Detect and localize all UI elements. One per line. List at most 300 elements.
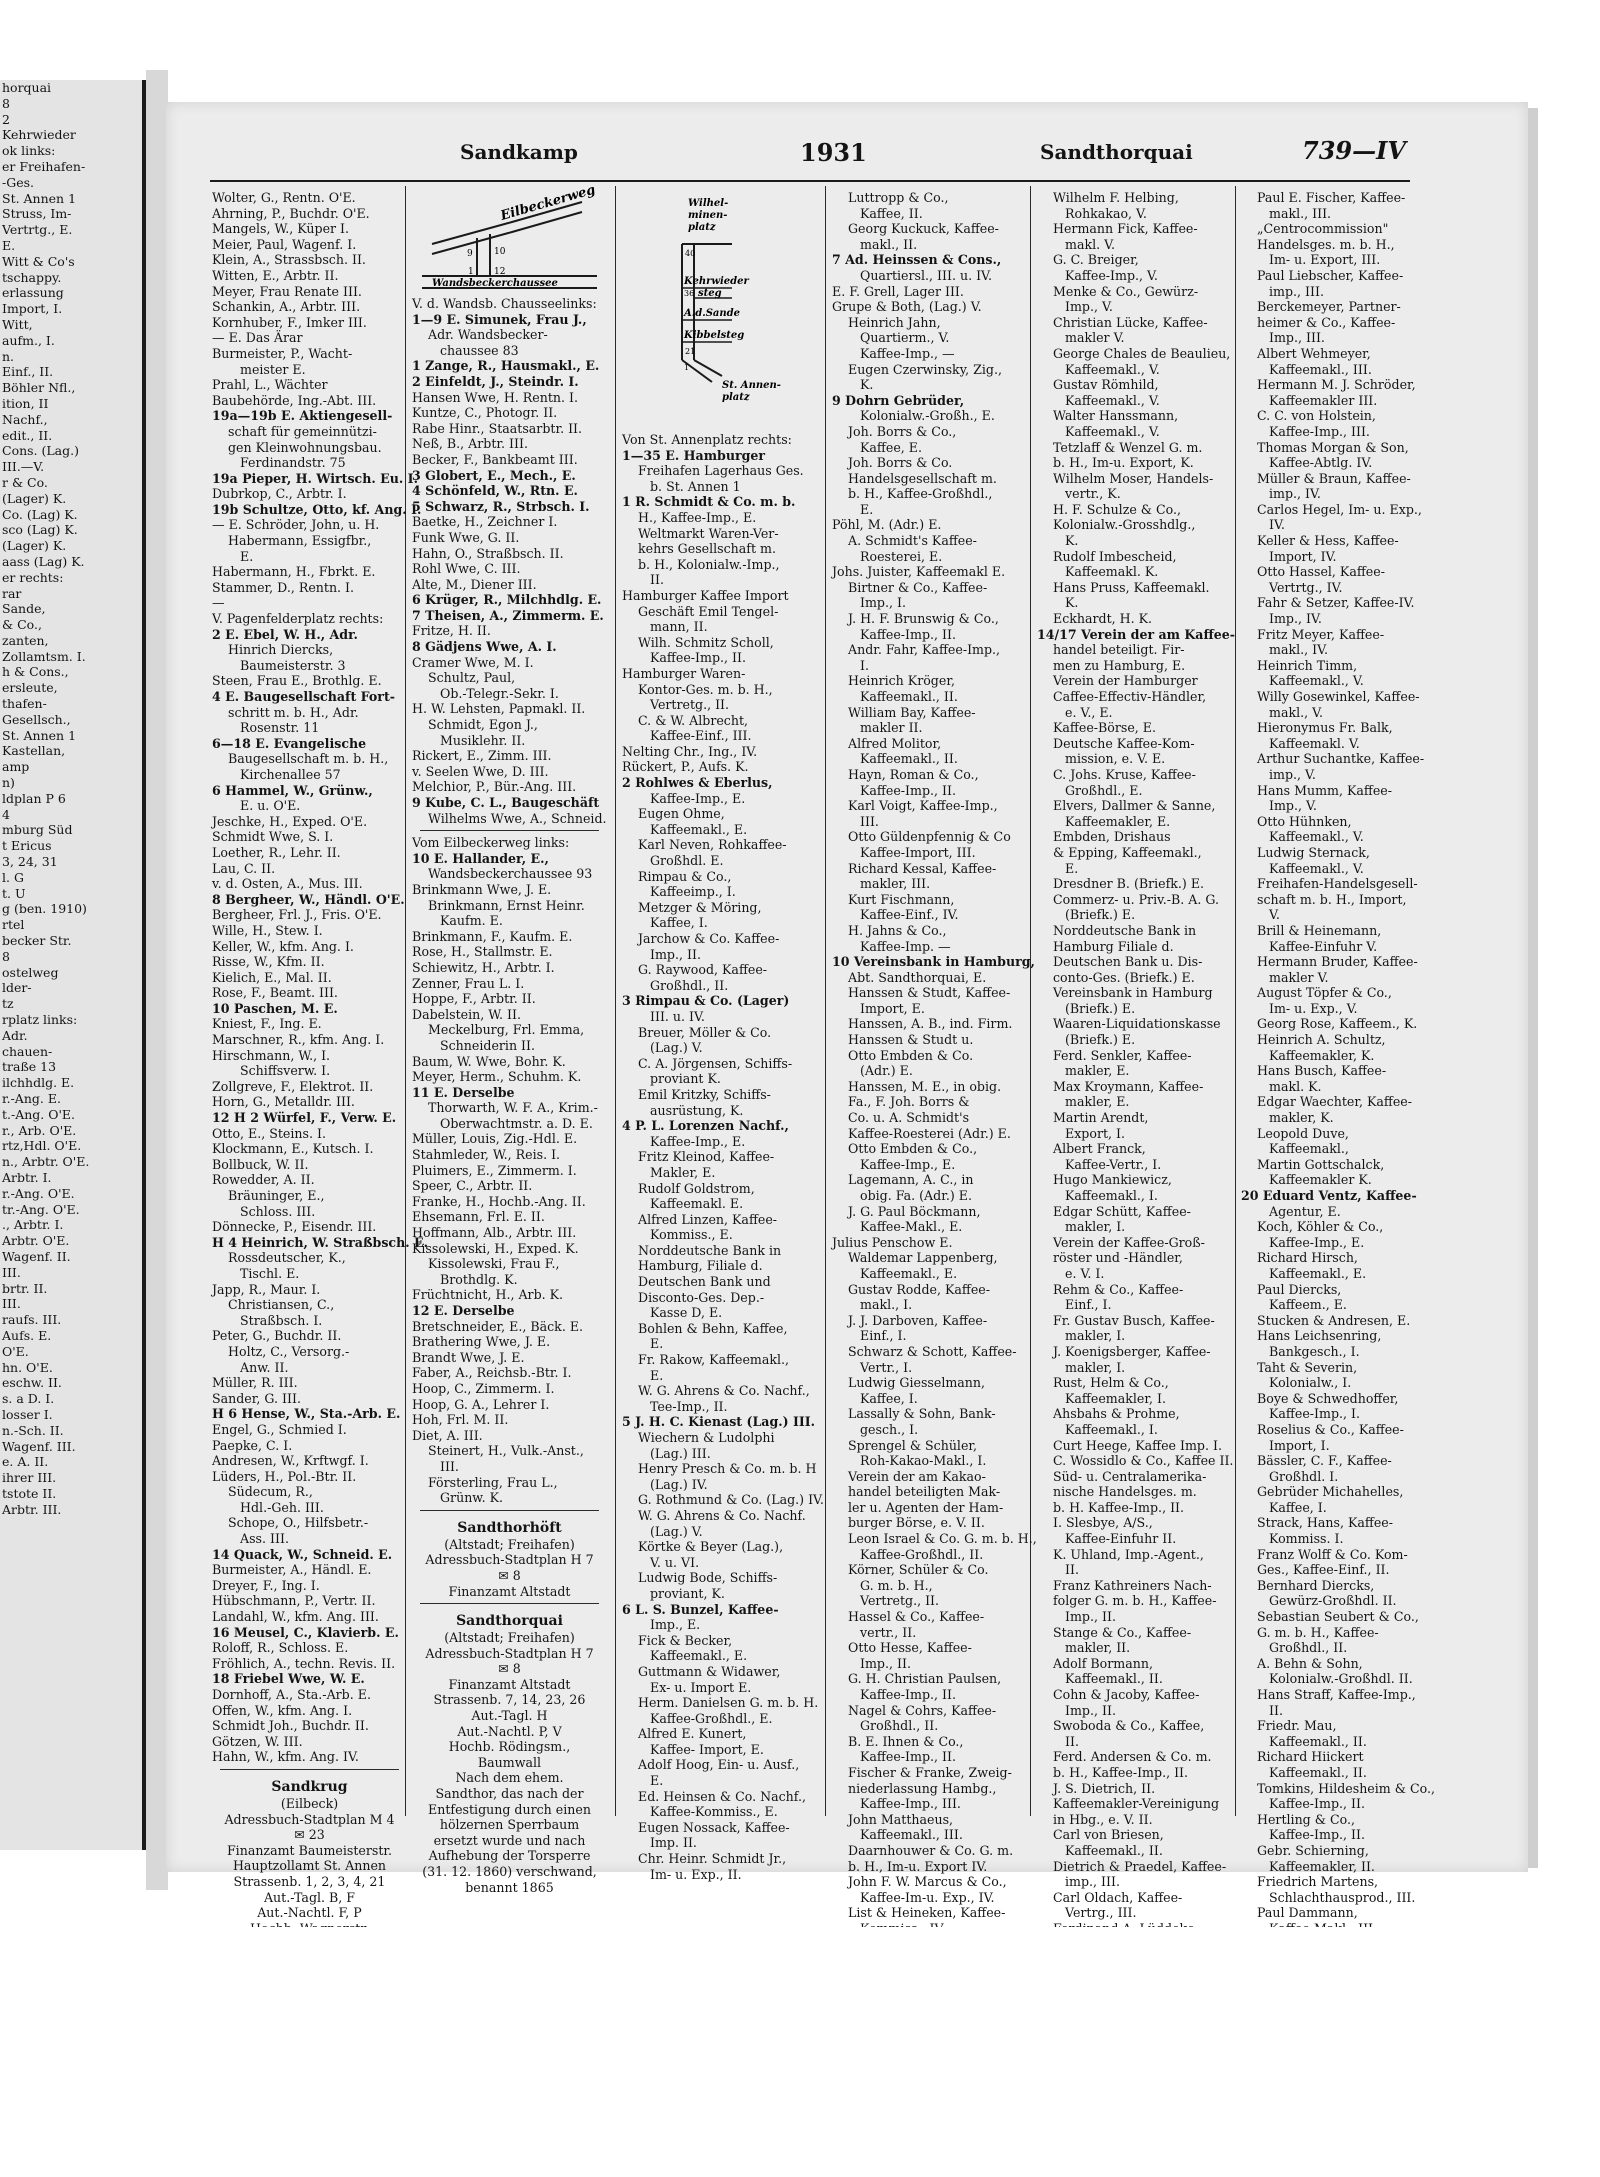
directory-entry: Schiffsverw. I. xyxy=(240,1063,331,1079)
directory-entry: meister E. xyxy=(240,361,306,377)
fragment-line: s. a D. I. xyxy=(2,1391,55,1407)
page-number: 739—IV xyxy=(1302,136,1406,165)
directory-entry: Vom Eilbeckerweg links: xyxy=(412,835,570,851)
directory-entry: Bollbuck, W. II. xyxy=(212,1156,309,1172)
directory-entry: „Centrocommission" xyxy=(1257,221,1389,237)
house-number-entry: 7 Ad. Heinssen & Cons., xyxy=(832,252,1002,268)
directory-entry: Rust, Helm & Co., xyxy=(1053,1375,1169,1391)
directory-entry: Kasse D, E. xyxy=(650,1305,723,1321)
directory-entry: Kaffee-Import, III. xyxy=(860,844,976,860)
directory-entry: Bohlen & Behn, Kaffee, xyxy=(638,1320,788,1336)
directory-entry: Einf., I. xyxy=(1065,1297,1112,1313)
fragment-line: rar xyxy=(2,585,22,601)
directory-entry: Franz Kathreiners Nach- xyxy=(1053,1577,1212,1593)
directory-entry: Südecum, R., xyxy=(228,1484,313,1500)
directory-entry: C. & W. Albrecht, xyxy=(638,712,749,728)
fragment-line: t Ericus xyxy=(2,838,52,854)
running-head-year: 1931 xyxy=(800,138,867,167)
directory-entry: Hanssen, M. E., in obig. xyxy=(848,1078,1002,1094)
fragment-line: chauen- xyxy=(2,1043,53,1059)
fragment-line: Wagenf. III. xyxy=(2,1438,76,1454)
map-diagram xyxy=(622,192,812,422)
directory-entry: Kaffee-Großhdl., E. xyxy=(650,1710,773,1726)
directory-entry: J. J. Darboven, Kaffee- xyxy=(848,1312,988,1328)
directory-entry: III. xyxy=(860,813,879,829)
directory-entry: Rabe Hinr., Staatsarbtr. II. xyxy=(412,420,583,436)
directory-entry: A. Behn & Sohn, xyxy=(1257,1655,1363,1671)
directory-entry: Habermann, Essigfbr., xyxy=(228,533,372,549)
directory-entry: Kaffeemakler-Vereinigung xyxy=(1053,1796,1220,1812)
directory-entry: Hans Mumm, Kaffee- xyxy=(1257,782,1392,798)
directory-entry: Hayn, Roman & Co., xyxy=(848,766,979,782)
house-number-entry: 11 E. Derselbe xyxy=(412,1084,515,1100)
directory-entry: Hans Busch, Kaffee- xyxy=(1257,1063,1387,1079)
directory-entry: Verein der am Kakao- xyxy=(848,1468,986,1484)
directory-entry: III. xyxy=(440,1458,459,1474)
directory-entry: burger Börse, e. V. II. xyxy=(848,1515,985,1531)
directory-entry: Hertling & Co., xyxy=(1257,1811,1355,1827)
map-label: steg xyxy=(698,288,722,299)
directory-entry: Baugesellschaft m. b. H., xyxy=(228,751,389,767)
directory-entry: Schwarz & Schott, Kaffee- xyxy=(848,1343,1017,1359)
directory-entry: Ob.-Telegr.-Sekr. I. xyxy=(440,685,559,701)
fragment-line: Sande, xyxy=(2,601,46,617)
directory-entry: Kaffeemakl., III. xyxy=(1269,361,1372,377)
directory-entry: röster und -Händler, xyxy=(1053,1250,1183,1266)
directory-entry: handel beteiligten Mak- xyxy=(848,1484,1001,1500)
page-edge xyxy=(1528,108,1538,1868)
directory-entry: Heinrich Kröger, xyxy=(848,673,955,689)
directory-entry: Export, I. xyxy=(1065,1125,1126,1141)
fragment-line: becker Str. xyxy=(2,933,72,949)
directory-entry: Disconto-Ges. Dep.- xyxy=(638,1289,765,1305)
directory-entry: Caffee-Effectiv-Händler, xyxy=(1053,689,1207,704)
directory-entry: V. xyxy=(1269,907,1280,923)
directory-entry: Vertrg., III. xyxy=(1065,1905,1137,1921)
directory-entry: E. u. O'E. xyxy=(240,798,301,814)
directory-entry: Kaffeeimp., I. xyxy=(650,884,736,900)
directory-entry: Hieronymus Fr. Balk, xyxy=(1257,720,1393,736)
fragment-line: Nachf., xyxy=(2,411,48,427)
directory-entry: V. u. VI. xyxy=(650,1554,700,1570)
directory-entry: Brathering Wwe, J. E. xyxy=(412,1334,551,1350)
directory-entry: Paul E. Fischer, Kaffee- xyxy=(1257,190,1406,205)
fragment-line: ., Arbtr. I. xyxy=(2,1217,64,1233)
directory-entry: Zollgreve, F., Elektrot. II. xyxy=(212,1078,374,1094)
directory-entry: Aut.-Nachtl. P, V xyxy=(457,1723,562,1739)
directory-entry: Otto Embden & Co. xyxy=(848,1047,974,1063)
directory-entry: II. xyxy=(650,572,664,588)
directory-entry: Kaffeemakl., V. xyxy=(1065,392,1160,408)
directory-entry: Wilhelms Wwe, A., Schneid. xyxy=(428,810,607,826)
fragment-line: 4 xyxy=(2,806,10,822)
directory-entry: Prahl, L., Wächter xyxy=(212,377,328,393)
directory-entry: ersetzt wurde und nach xyxy=(433,1832,586,1848)
directory-entry: Rowedder, A. II. xyxy=(212,1172,315,1188)
directory-entry: Pluimers, E., Zimmerm. I. xyxy=(412,1162,577,1178)
directory-entry: Kaffeemakl., V. xyxy=(1269,860,1364,876)
directory-entry: Gustav Römhild, xyxy=(1053,377,1159,393)
directory-entry: (Lag.) III. xyxy=(650,1445,711,1461)
directory-entry: makler, III. xyxy=(860,876,931,892)
directory-entry: Tetzlaff & Wenzel G. m. xyxy=(1053,439,1203,455)
directory-entry: Imp. II. xyxy=(650,1835,697,1851)
directory-entry: makl., IV. xyxy=(1269,642,1328,658)
fragment-line: n., Arbtr. O'E. xyxy=(2,1154,90,1170)
fragment-line: n) xyxy=(2,775,15,791)
directory-entry: ✉ 8 xyxy=(498,1661,521,1677)
directory-entry: Großhdl. E. xyxy=(650,853,724,869)
directory-entry: Burmeister, A., Händl. E. xyxy=(212,1562,372,1578)
column-1 xyxy=(212,190,428,1921)
directory-entry: Imp., E. xyxy=(650,1617,701,1633)
fragment-line: zanten, xyxy=(2,632,49,648)
directory-entry: Schultz, Paul, xyxy=(428,670,516,686)
directory-entry: Hugo Mankiewicz, xyxy=(1053,1172,1172,1188)
directory-entry: Kaffeemakl., E. xyxy=(860,1265,958,1281)
street-map-sandthorquai xyxy=(622,192,812,422)
directory-entry: Geschäft Emil Tengel- xyxy=(638,603,779,619)
directory-entry: Imp., II. xyxy=(860,1655,911,1671)
directory-entry: Leopold Duve, xyxy=(1257,1125,1349,1141)
directory-entry: Georg Kuckuck, Kaffee- xyxy=(848,221,999,237)
directory-entry: vertr., II. xyxy=(860,1624,917,1640)
directory-entry: Ludwig Giesselmann, xyxy=(848,1375,986,1391)
directory-entry: Kolonialw.-Großhdl. II. xyxy=(1269,1671,1413,1687)
directory-entry: Bankgesch., I. xyxy=(1269,1343,1360,1359)
directory-entry: Rudolf Imbescheid, xyxy=(1053,548,1177,564)
directory-entry: Strack, Hans, Kaffee- xyxy=(1257,1515,1394,1531)
directory-entry: Verein der Hamburger xyxy=(1053,673,1198,689)
directory-entry: Dornhoff, A., Sta.-Arb. E. xyxy=(212,1687,371,1702)
fragment-line: l. G xyxy=(2,869,24,885)
directory-entry: Hermann M. J. Schröder, xyxy=(1257,377,1416,393)
directory-entry: Großhdl. I. xyxy=(1269,1468,1339,1484)
fragment-line: n.-Sch. II. xyxy=(2,1422,64,1438)
directory-entry: Abt. Sandthorquai, E. xyxy=(848,969,987,985)
street-heading: Sandthorhöft xyxy=(457,1519,562,1536)
directory-entry: Heinrich Jahn, xyxy=(848,314,941,330)
directory-entry: Kaffee-Vertr., I. xyxy=(1065,1156,1162,1172)
map-label: Kehrwieder xyxy=(684,276,749,287)
directory-entry: Schope, O., Hilfsbetr.- xyxy=(228,1515,369,1531)
house-number-entry: 20 Eduard Ventz, Kaffee- xyxy=(1241,1188,1417,1203)
fragment-line: Zollamtsm. I. xyxy=(2,648,86,664)
fragment-line: ilchhdlg. E. xyxy=(2,1075,75,1091)
directory-entry: Meyer, Herm., Schuhm. K. xyxy=(412,1069,582,1085)
directory-entry: Stucken & Andresen, E. xyxy=(1257,1312,1411,1328)
directory-entry: Finanzamt Altstadt xyxy=(448,1583,571,1599)
section-separator xyxy=(420,1510,599,1511)
directory-entry: Menke & Co., Gewürz- xyxy=(1053,283,1199,299)
directory-entry: Kaffee-Imp., II. xyxy=(860,626,956,642)
directory-entry: Ahsbahs & Prohme, xyxy=(1053,1406,1180,1422)
fragment-line: Einf., II. xyxy=(2,364,54,380)
fragment-line: mburg Süd xyxy=(2,822,73,838)
map-label: A.d.Sande xyxy=(684,308,741,319)
column-6 xyxy=(1241,190,1436,1921)
house-number-entry: 19a Pieper, H. Wirtsch. Eu. I. xyxy=(212,470,418,486)
directory-entry: — xyxy=(212,595,225,611)
directory-entry: (Briefk.) E. xyxy=(1065,1000,1136,1016)
directory-entry: Deutschen Bank und xyxy=(638,1274,771,1290)
directory-entry: C. Johs. Kruse, Kaffee- xyxy=(1053,766,1196,782)
directory-entry: Eugen Czerwinsky, Zig., xyxy=(848,361,1002,377)
directory-entry: Rimpau & Co., xyxy=(638,868,732,884)
fragment-line: erlassung xyxy=(2,285,64,301)
fragment-line: n. xyxy=(2,348,15,364)
directory-entry: Schneiderin II. xyxy=(440,1037,536,1053)
directory-entry: Kaffeemakl. E. xyxy=(650,1196,744,1212)
directory-entry: makler, I. xyxy=(1065,1219,1126,1235)
directory-entry: makl. K. xyxy=(1269,1078,1322,1094)
house-number-entry: 14 Quack, W., Schneid. E. xyxy=(212,1546,393,1562)
directory-entry: II. xyxy=(1269,1702,1283,1718)
directory-entry: Henry Presch & Co. m. b. H xyxy=(638,1461,817,1477)
directory-entry: Hanssen, A. B., ind. Firm. xyxy=(848,1016,1013,1032)
directory-entry: Imp., V. xyxy=(1269,798,1317,814)
directory-entry: Hermann Fick, Kaffee- xyxy=(1053,221,1198,237)
directory-entry: J. S. Dietrich, II. xyxy=(1053,1780,1156,1796)
directory-entry: Otto, E., Steins. I. xyxy=(212,1125,326,1141)
house-number-entry: 12 H 2 Würfel, F., Verw. E. xyxy=(212,1110,397,1126)
directory-entry: Adolf Bormann, xyxy=(1053,1655,1153,1671)
directory-entry: Waldemar Lappenberg, xyxy=(848,1250,998,1266)
directory-entry: Max Kroymann, Kaffee- xyxy=(1053,1078,1204,1094)
directory-entry: Kaffee-Kommiss., E. xyxy=(650,1804,778,1820)
fragment-line: ihrer III. xyxy=(2,1470,57,1486)
directory-entry: (Lag.) V. xyxy=(650,1040,703,1056)
directory-entry: mann, II. xyxy=(650,619,708,635)
fragment-line: Kastellan, xyxy=(2,743,66,759)
house-number-entry: 5 J. H. C. Kienast (Lag.) III. xyxy=(622,1414,816,1430)
directory-entry: men zu Hamburg, E. xyxy=(1053,657,1186,673)
directory-entry: Großhdl., E. xyxy=(1065,782,1143,798)
directory-entry: Kaffee-Imp., E. xyxy=(860,1156,956,1172)
directory-entry: Thomas Morgan & Son, xyxy=(1257,439,1409,455)
directory-entry: Marschner, R., kfm. Ang. I. xyxy=(212,1032,385,1048)
house-number-entry: 1 R. Schmidt & Co. m. b. xyxy=(622,494,796,510)
directory-entry: Kaffee-Großhdl., II. xyxy=(860,1546,984,1562)
directory-entry: Gebrüder Michahelles, xyxy=(1257,1484,1404,1500)
house-number-entry: 12 E. Derselbe xyxy=(412,1303,515,1318)
directory-entry: Norddeutsche Bank in xyxy=(638,1242,782,1258)
directory-entry: Klein, A., Strassbsch. II. xyxy=(212,252,366,268)
directory-entry: Kaffee-Imp., II. xyxy=(860,1687,956,1702)
directory-entry: Hoffmann, Alb., Arbtr. III. xyxy=(412,1225,577,1241)
directory-entry: makler V. xyxy=(1269,969,1329,985)
directory-entry: — E. Das Ärar xyxy=(212,330,303,346)
directory-entry: John F. W. Marcus & Co., xyxy=(848,1874,1007,1890)
directory-entry: Försterling, Frau L., xyxy=(428,1474,558,1490)
fragment-line: brtr. II. xyxy=(2,1280,48,1296)
directory-entry: Adressbuch-Stadtplan H 7 xyxy=(425,1552,594,1568)
directory-entry: Risse, W., Kfm. II. xyxy=(212,954,325,970)
directory-entry: Ex- u. Import E. xyxy=(650,1679,752,1695)
directory-entry: Quartiersl., III. u. IV. xyxy=(860,267,992,283)
directory-entry: Hirschmann, W., I. xyxy=(212,1047,331,1063)
directory-entry: Hanssen & Studt, Kaffee- xyxy=(848,985,1011,1001)
fragment-line: er rechts: xyxy=(2,569,64,585)
directory-entry: Guttmann & Widawer, xyxy=(638,1663,781,1679)
directory-entry: Kaffee-Imp., E. xyxy=(650,1133,746,1149)
directory-entry: Kaffee-Imp., III. xyxy=(1269,423,1370,439)
book-gutter xyxy=(146,70,168,1890)
fragment-line: ition, II xyxy=(2,395,49,411)
house-number-entry: 6 L. S. Bunzel, Kaffee- xyxy=(622,1601,779,1617)
directory-entry: H., Kaffee-Imp., E. xyxy=(638,509,757,525)
directory-entry: Kontor-Ges. m. b. H., xyxy=(638,681,773,697)
directory-entry: Kaffee, I. xyxy=(860,1390,918,1406)
directory-entry: Bernhard Diercks, xyxy=(1257,1577,1375,1593)
directory-entry: conto-Ges. (Briefk.) E. xyxy=(1053,969,1195,985)
directory-entry: Burmeister, P., Wacht- xyxy=(212,345,353,361)
fragment-line: 2 xyxy=(2,111,10,127)
directory-entry: Hans Straff, Kaffee-Imp., xyxy=(1257,1687,1416,1702)
house-number-entry: 16 Meusel, C., Klavierb. E. xyxy=(212,1624,399,1640)
directory-entry: List & Heineken, Kaffee- xyxy=(848,1905,1006,1921)
directory-entry: K. xyxy=(1065,533,1079,549)
directory-entry: Franz Wolff & Co. Kom- xyxy=(1257,1546,1408,1562)
directory-entry: Kaffee, I. xyxy=(1269,1499,1327,1515)
directory-entry: (Lag.) V. xyxy=(650,1523,703,1539)
directory-entry: Edgar Schütt, Kaffee- xyxy=(1053,1203,1191,1219)
fragment-line: Aufs. E. xyxy=(2,1327,52,1343)
directory-entry: Tischl. E. xyxy=(240,1265,300,1281)
directory-entry: Georg Rose, Kaffeem., K. xyxy=(1257,1016,1418,1032)
directory-entry: Hamburg, Filiale d. xyxy=(638,1258,763,1274)
directory-entry: Wiechern & Ludolphi xyxy=(638,1430,775,1445)
directory-entry: Wolter, G., Rentn. O'E. xyxy=(212,190,356,205)
house-number-entry: 19b Schultze, Otto, kf. Ang. I. xyxy=(212,501,422,517)
fragment-line: thafen- xyxy=(2,696,47,712)
directory-entry: Kornhuber, F., Imker III. xyxy=(212,314,367,330)
column-5 xyxy=(1037,190,1236,1921)
directory-entry: imp., V. xyxy=(1269,766,1316,782)
house-number-entry: 7 Theisen, A., Zimmerm. E. xyxy=(412,607,604,623)
directory-entry: Kaffeemakl. K. xyxy=(1065,564,1159,580)
map-number: 12 xyxy=(494,267,506,277)
fragment-line: h & Cons., xyxy=(2,664,69,680)
directory-entry: Müller, Louis, Zig.-Hdl. E. xyxy=(412,1131,578,1147)
house-number-entry: H 6 Hense, W., Sta.-Arb. E. xyxy=(212,1406,401,1422)
directory-entry: Keller & Hess, Kaffee- xyxy=(1257,533,1399,549)
directory-entry: Nelting Chr., Ing., IV. xyxy=(622,743,758,759)
directory-entry: Verein der Kaffee-Groß- xyxy=(1053,1234,1205,1250)
fragment-line: hn. O'E. xyxy=(2,1359,53,1375)
directory-entry: Ludwig Sternack, xyxy=(1257,844,1370,860)
directory-entry: Horn, G., Metalldr. III. xyxy=(212,1094,355,1110)
fragment-line: 8 xyxy=(2,948,10,964)
directory-entry: Hermann Bruder, Kaffee- xyxy=(1257,954,1418,970)
directory-entry: Carl Oldach, Kaffee- xyxy=(1053,1889,1183,1905)
fragment-line: r.-Ang. O'E. xyxy=(2,1185,75,1201)
directory-entry: Kaffeemakl., V. xyxy=(1065,361,1160,377)
running-head-right: Sandthorquai xyxy=(1040,140,1193,164)
fragment-line: III.—V. xyxy=(2,459,45,475)
directory-entry: Bässler, C. F., Kaffee- xyxy=(1257,1453,1392,1469)
directory-entry: August Töpfer & Co., xyxy=(1257,985,1392,1001)
column-rule xyxy=(615,186,616,1816)
directory-entry: Deutschen Bank u. Dis- xyxy=(1053,954,1203,970)
directory-entry: Keller, W., kfm. Ang. I. xyxy=(212,938,354,954)
directory-entry: W. G. Ahrens & Co. Nachf. xyxy=(638,1507,806,1523)
directory-entry: J. H. F. Brunswig & Co., xyxy=(848,611,999,627)
directory-entry: b. H., Im-u. Export, K. xyxy=(1053,455,1194,471)
directory-entry: Im- u. Exp., V. xyxy=(1269,1000,1358,1016)
directory-entry: Albert Franck, xyxy=(1053,1141,1146,1157)
column-rule xyxy=(1235,186,1236,1816)
directory-entry: makler II. xyxy=(860,720,923,736)
directory-entry: Steinert, H., Vulk.-Anst., xyxy=(428,1443,584,1459)
directory-entry: Kaffeemakl., E. xyxy=(650,1648,748,1664)
directory-entry: Agentur, E. xyxy=(1269,1203,1341,1219)
directory-entry: Nagel & Cohrs, Kaffee- xyxy=(848,1702,997,1718)
directory-entry: Kaffeemakl., II. xyxy=(860,751,958,767)
directory-entry: Fritze, H. II. xyxy=(412,623,491,639)
directory-entry: Hansen Wwe, H. Rentn. I. xyxy=(412,389,579,405)
house-number-entry: 14/17 Verein der am Kaffee- xyxy=(1037,626,1236,642)
directory-entry: Kaffee-Imp., II. xyxy=(650,650,746,666)
directory-entry: Johs. Juister, Kaffeemakl E. xyxy=(832,564,1006,580)
directory-entry: Import, I. xyxy=(1269,1437,1330,1453)
directory-entry: Karl Voigt, Kaffee-Imp., xyxy=(848,798,998,814)
directory-entry: Ass. III. xyxy=(240,1531,289,1547)
directory-entry: Funk Wwe, G. II. xyxy=(412,529,520,545)
directory-entry: Carlos Hegel, Im- u. Exp., xyxy=(1257,501,1422,517)
previous-page-fragment xyxy=(0,80,146,1850)
directory-entry: Imp., IV. xyxy=(1269,611,1322,627)
fragment-line: rplatz links: xyxy=(2,1012,78,1028)
directory-entry: Oberwachtmstr. a. D. E. xyxy=(440,1115,593,1131)
directory-entry: Rohkakao, V. xyxy=(1065,205,1147,221)
directory-entry: folger G. m. b. H., Kaffee- xyxy=(1053,1593,1217,1609)
directory-entry: Import, E. xyxy=(860,1000,925,1016)
scan-top-margin xyxy=(0,0,1600,48)
directory-entry: Fröhlich, A., techn. Revis. II. xyxy=(212,1655,396,1671)
house-number-entry: 2 E. Ebel, W. H., Adr. xyxy=(212,626,358,642)
directory-entry: Offen, W., kfm. Ang. I. xyxy=(212,1702,353,1718)
directory-entry: Richard Hirsch, xyxy=(1257,1250,1358,1266)
directory-entry: Breuer, Möller & Co. xyxy=(638,1024,772,1040)
fragment-line: raufs. III. xyxy=(2,1312,62,1328)
directory-entry: Roloff, R., Schloss. E. xyxy=(212,1640,349,1656)
directory-entry: Martin Gottschalck, xyxy=(1257,1156,1385,1172)
directory-entry: Ges., Kaffee-Einf., II. xyxy=(1257,1562,1390,1578)
directory-entry: Alfred E. Kunert, xyxy=(638,1726,747,1742)
directory-entry: Birtner & Co., Kaffee- xyxy=(848,579,988,595)
fragment-line: St. Annen 1 xyxy=(2,190,77,206)
directory-entry: Sandthor, das nach der xyxy=(435,1786,584,1802)
directory-entry: C. A. Jörgensen, Schiffs- xyxy=(638,1055,793,1071)
section-separator xyxy=(220,1769,399,1770)
directory-entry: Thorwarth, W. F. A., Krim.- xyxy=(428,1100,598,1116)
directory-entry: J. G. Paul Böckmann, xyxy=(848,1203,981,1219)
house-number-entry: 4 E. Baugesellschaft Fort- xyxy=(212,689,395,704)
directory-entry: Kaffee-Börse, E. xyxy=(1053,720,1157,736)
directory-entry: Kissolewski, H., Exped. K. xyxy=(412,1240,579,1256)
directory-entry: Früchtnicht, H., Arb. K. xyxy=(412,1287,564,1303)
fragment-line: traße 13 xyxy=(2,1059,57,1075)
fragment-line: E. xyxy=(2,237,16,253)
directory-entry: Daarnhouwer & Co. G. m. xyxy=(848,1842,1014,1858)
fragment-line: t. U xyxy=(2,885,26,901)
directory-entry: Großhdl., II. xyxy=(650,977,729,993)
directory-entry: Bräuninger, E., xyxy=(228,1188,325,1203)
directory-entry: Kaffee, E. xyxy=(860,439,922,455)
fragment-line: r., Arb. O'E. xyxy=(2,1122,77,1138)
house-number-entry: 10 Vereinsbank in Hamburg, xyxy=(832,954,1035,970)
